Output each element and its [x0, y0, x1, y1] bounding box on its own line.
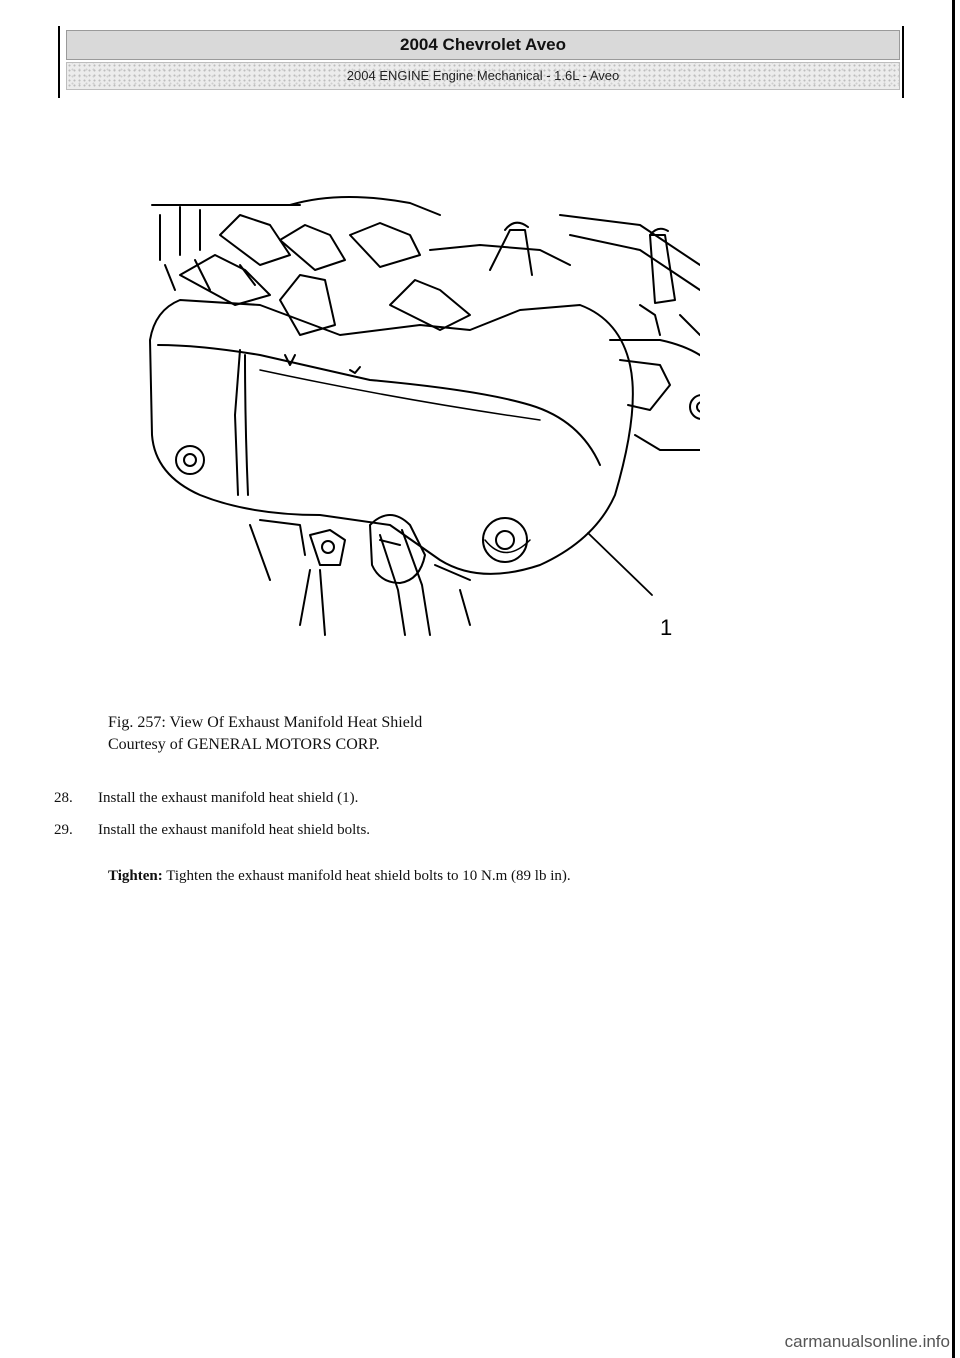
caption-credit: Courtesy of GENERAL MOTORS CORP.	[108, 736, 380, 753]
procedure-step	[54, 822, 370, 839]
step-number: 28.	[54, 790, 73, 806]
callout-number: 1	[660, 615, 673, 640]
procedure-step	[54, 790, 358, 807]
step-text: Install the exhaust manifold heat shield bolts.	[98, 822, 371, 838]
document-title: 2004 Chevrolet Aveo	[66, 30, 900, 60]
caption-title: Fig. 257: View Of Exhaust Manifold Heat Shield	[108, 714, 423, 731]
document-subtitle: 2004 ENGINE Engine Mechanical - 1.6L - Aveo	[66, 62, 900, 90]
torque-spec	[108, 868, 571, 885]
page-border-right	[902, 26, 904, 98]
figure-caption	[108, 712, 422, 756]
torque-label: Tighten:	[108, 868, 163, 884]
page-edge-right	[952, 0, 955, 1358]
step-number: 29.	[54, 822, 73, 838]
page-border-left	[58, 26, 60, 98]
watermark: carmanualsonline.info	[784, 1332, 950, 1351]
torque-text: Tighten the exhaust manifold heat shield bolts to 10 N.m (89 lb in).	[166, 868, 571, 884]
step-text: Install the exhaust manifold heat shield (1).	[98, 790, 359, 806]
exhaust-manifold-heat-shield-illustration	[140, 195, 700, 640]
